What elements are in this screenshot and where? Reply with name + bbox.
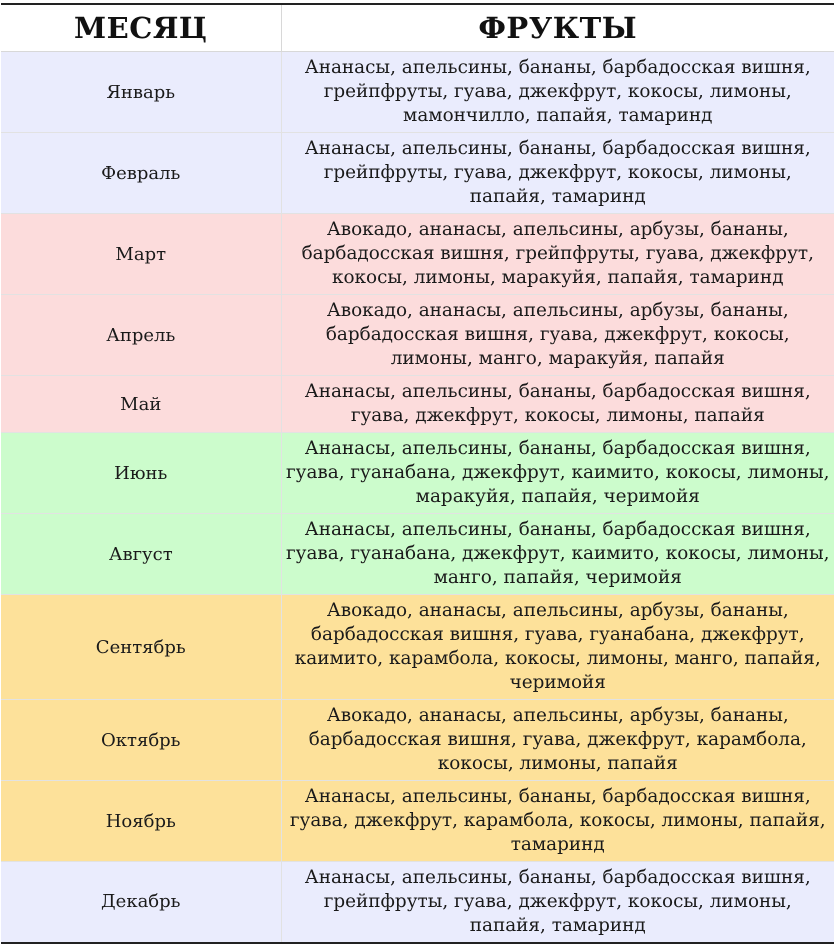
fruits-line: гуава, джекфрут, карамбола, кокосы, лимоны, папайя, (289, 810, 826, 831)
fruits-cell (281, 433, 834, 514)
fruits-line: грейпфруты, гуава, джекфрут, кокосы, лимоны, (323, 890, 792, 912)
fruits-line: Ананасы, апельсины, бананы, барбадосская вишня, (304, 438, 811, 459)
month-cell: Май (1, 376, 281, 433)
fruits-line: каимито, карамбола, кокосы, лимоны, манго, папайя, (294, 648, 821, 669)
fruits-cell (281, 595, 834, 700)
month-cell: Сентябрь (1, 595, 281, 700)
fruits-line: лимоны, манго, маракуйя, папайя (390, 348, 725, 369)
fruits-line: Авокадо, ананасы, апельсины, арбузы, бананы, (326, 600, 789, 621)
fruits-cell (281, 133, 834, 214)
fruits-line: барбадосская вишня, гуава, джекфрут, кокосы, (325, 324, 790, 345)
fruits-line: Авокадо, ананасы, апельсины, арбузы, бананы, (326, 219, 789, 240)
fruits-line: барбадосская вишня, грейпфруты, гуава, джекфрут, (301, 243, 814, 264)
fruits-line: Ананасы, апельсины, бананы, барбадосская вишня, (304, 866, 811, 888)
fruits-line: барбадосская вишня, гуава, гуанабана, джекфрут, (310, 624, 805, 645)
fruits-line: Авокадо, ананасы, апельсины, арбузы, бананы, (326, 300, 789, 321)
fruits-cell (281, 514, 834, 595)
fruits-line: манго, папайя, черимойя (433, 567, 682, 588)
month-cell: Ноябрь (1, 781, 281, 862)
month-cell: Август (1, 514, 281, 595)
month-cell: Февраль (1, 133, 281, 214)
fruits-line: Ананасы, апельсины, бананы, барбадосская вишня, (304, 381, 811, 402)
fruits-line: черимойя (509, 672, 606, 693)
table-row (1, 595, 834, 700)
fruits-line: кокосы, лимоны, папайя (437, 753, 678, 774)
fruits-cell (281, 700, 834, 781)
table-row (1, 295, 834, 376)
fruits-line: Ананасы, апельсины, бананы, барбадосская вишня, (304, 57, 811, 78)
fruits-line: Ананасы, апельсины, бананы, барбадосская вишня, (304, 786, 811, 807)
fruit-calendar-table (1, 3, 834, 944)
fruits-line: Ананасы, апельсины, бананы, барбадосская вишня, (304, 519, 811, 540)
table-row (1, 52, 834, 133)
table-row (1, 214, 834, 295)
fruits-line: папайя, тамаринд (469, 914, 646, 936)
fruits-cell (281, 376, 834, 433)
fruits-cell (281, 295, 834, 376)
fruits-cell (281, 862, 834, 943)
fruits-line: грейпфруты, гуава, джекфрут, кокосы, лимоны, (323, 81, 792, 102)
table-row (1, 781, 834, 862)
month-cell: Октябрь (1, 700, 281, 781)
fruits-line: кокосы, лимоны, маракуйя, папайя, тамаринд (331, 267, 784, 288)
fruits-cell (281, 214, 834, 295)
table-row (1, 433, 834, 514)
table-body (1, 52, 834, 943)
month-cell: Январь (1, 52, 281, 133)
fruits-line: барбадосская вишня, гуава, джекфрут, карамбола, (308, 729, 807, 750)
month-cell: Июнь (1, 433, 281, 514)
fruits-line: гуава, гуанабана, джекфрут, каимито, кокосы, лимоны, (285, 543, 830, 564)
fruits-line: Авокадо, ананасы, апельсины, арбузы, бананы, (326, 705, 789, 726)
month-cell: Декабрь (1, 862, 281, 943)
fruits-cell (281, 52, 834, 133)
fruits-line: папайя, тамаринд (469, 186, 646, 207)
month-cell: Март (1, 214, 281, 295)
fruits-line: грейпфруты, гуава, джекфрут, кокосы, лимоны, (323, 162, 792, 183)
fruits-line: мамончилло, папайя, тамаринд (403, 105, 713, 126)
table-row (1, 133, 834, 214)
month-cell: Апрель (1, 295, 281, 376)
table-row (1, 862, 834, 943)
fruits-line: гуава, джекфрут, кокосы, лимоны, папайя (350, 405, 765, 426)
table-row (1, 700, 834, 781)
header-month: МЕСЯЦ (1, 4, 281, 52)
fruits-line: тамаринд (510, 834, 605, 855)
table-row (1, 376, 834, 433)
table-header-row (1, 4, 834, 52)
header-fruits: ФРУКТЫ (281, 4, 834, 52)
table-row (1, 514, 834, 595)
fruits-line: Ананасы, апельсины, бананы, барбадосская вишня, (304, 138, 811, 159)
fruits-line: гуава, гуанабана, джекфрут, каимито, кокосы, лимоны, (285, 462, 830, 483)
fruits-line: маракуйя, папайя, черимойя (415, 486, 700, 507)
fruits-cell (281, 781, 834, 862)
